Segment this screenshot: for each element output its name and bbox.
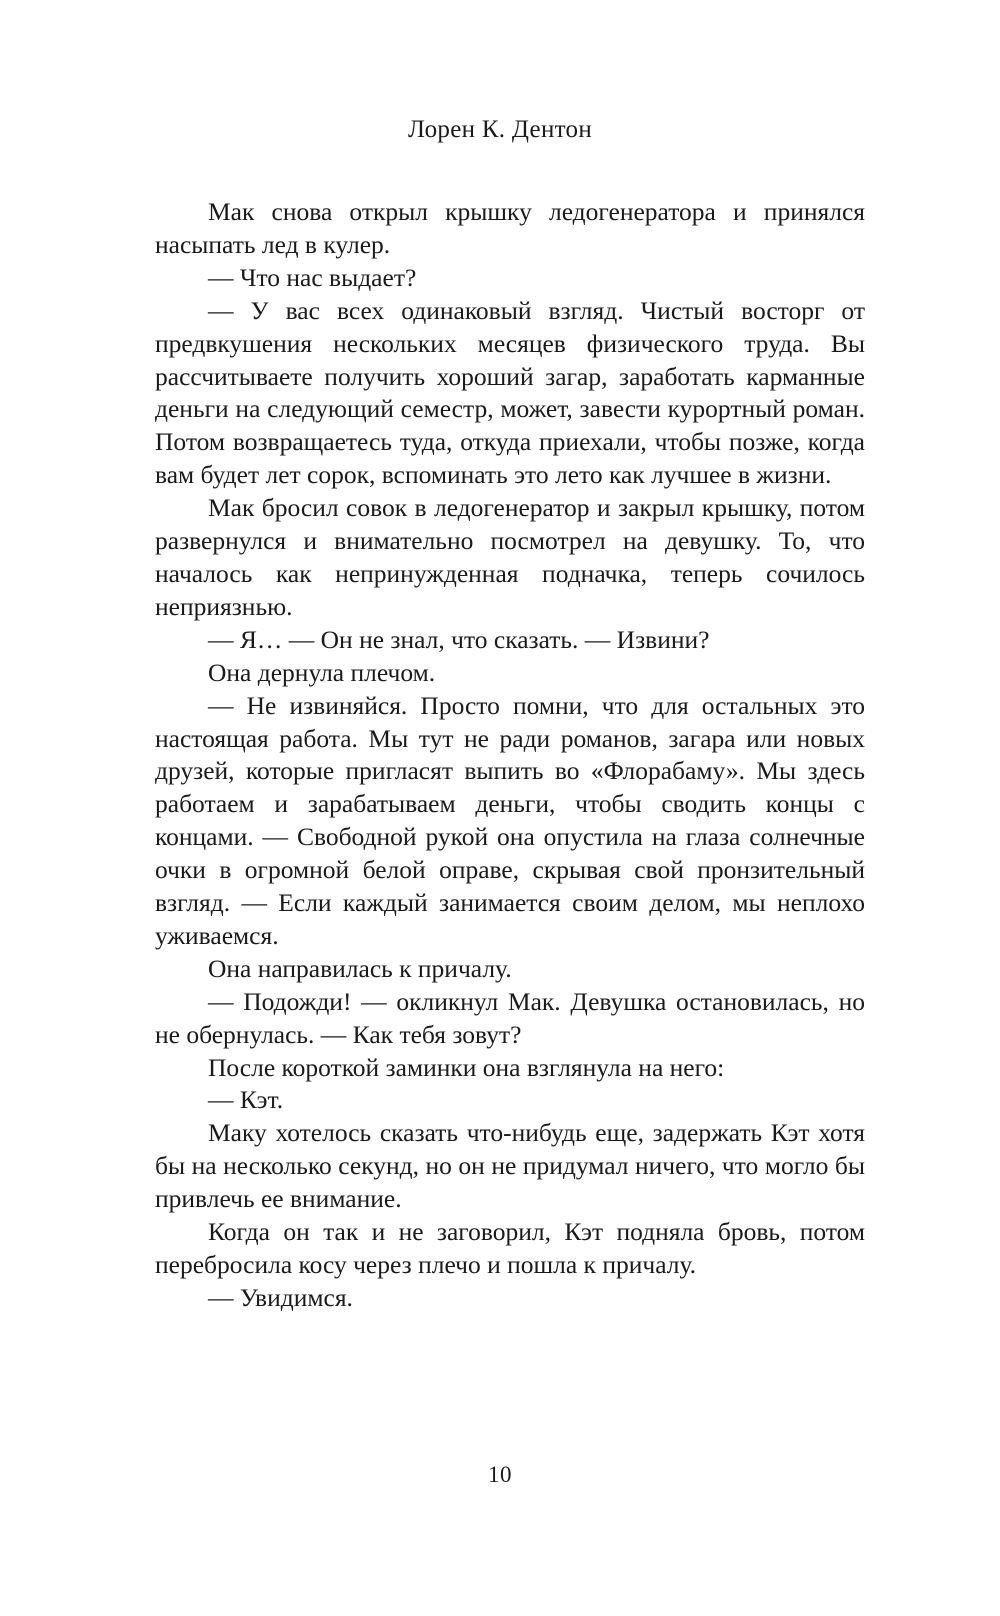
- paragraph: — Увидимся.: [208, 1282, 353, 1312]
- paragraph: — Я… — Он не знал, что сказать. — Извини?: [208, 624, 710, 654]
- paragraph: — Подожди! — окликнул Мак. Девушка остановилась, но не обернулась. — Как тебя зовут?: [155, 986, 865, 1049]
- paragraph: Мак снова открыл крышку ледогенератора и принялся насыпать лед в кулер.: [155, 197, 865, 259]
- paragraph: — Кэт.: [208, 1085, 284, 1115]
- paragraph: — Что нас выдает?: [208, 262, 417, 292]
- paragraph: — У вас всех одинаковый взгляд. Чистый восторг от предвкушения нескольких месяцев физического труда. Вы рассчитываете получить хороший загар, заработать карманные деньги на следующий семестр, может, завести курортный роман. Потом возвращаетесь туда, откуда приехали, чтобы позже, когда вам будет лет сорок, вспоминать это лето как лучшее в жизни.: [155, 295, 865, 490]
- paragraph: Она направилась к причалу.: [208, 953, 512, 983]
- paragraph: Когда он так и не заговорил, Кэт подняла бровь, потом перебросила косу через плечо и пошла к причалу.: [155, 1217, 865, 1279]
- paragraph: Маку хотелось сказать что-нибудь еще, задержать Кэт хотя бы на несколько секунд, но он не придумал ничего, что могло бы привлечь ее внимание.: [155, 1118, 865, 1214]
- paragraph: — Не извиняйся. Просто помни, что для остальных это настоящая работа. Мы тут не ради романов, загара или новых друзей, которые пригласят выпить во «Флорабаму». Мы здесь работаем и зарабатываем деньги, чтобы сводить концы с концами. — Свободной рукой она опустила на глаза солнечные очки в огромной белой оправе, скрывая свой пронзительный взгляд. — Если каждый занимается своим делом, мы неплохо уживаемся.: [155, 690, 865, 950]
- running-head: Лорен К. Дентон: [407, 116, 593, 143]
- page-number: 10: [488, 1462, 512, 1487]
- body-text: [155, 196, 865, 1315]
- paragraph: Мак бросил совок в ледогенератор и закрыл крышку, потом развернулся и внимательно посмотрел на девушку. То, что началось как непринужденная подначка, теперь сочилось неприязнью.: [155, 493, 865, 621]
- paragraph: Она дернула плечом.: [208, 657, 436, 687]
- paragraph: После короткой заминки она взглянула на него:: [208, 1052, 725, 1082]
